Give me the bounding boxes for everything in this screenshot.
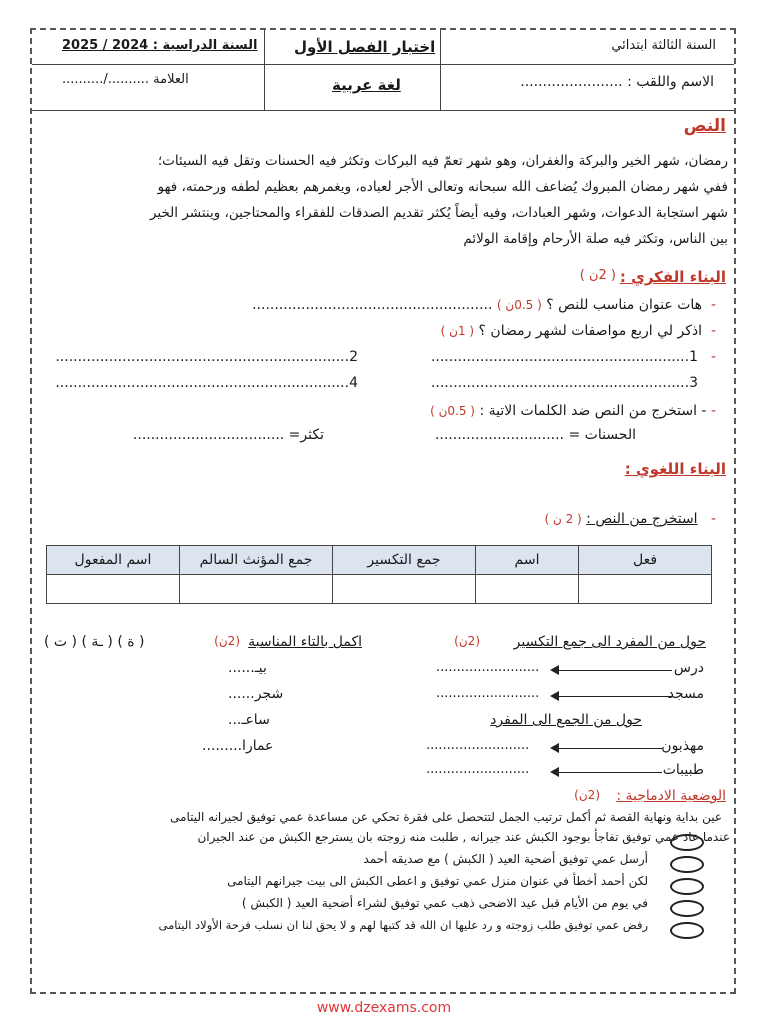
singular-title: حول من الجمع الى المفرد	[490, 712, 642, 728]
table-header-verb: فعل	[579, 546, 712, 575]
question-2-text: اذكر لي اربع مواصفات لشهر رمضان ؟	[478, 323, 703, 339]
ta-word-3[interactable]: ساعـ...	[228, 712, 270, 728]
sentence-1: عندما عاد عمي توفيق تفاجأ بوجود الكبش عند جيرانه , طلبت منه زوجته بان يسترجع الكبش من عند الجيران	[197, 830, 730, 844]
text-line-1: رمضان، شهر الخير والبركة والغفران، وهو شهر تعمّ فيه البركات وتكثر فيه الحسنات وتقل فيه السيئات؛	[157, 153, 728, 169]
table-header-row	[47, 546, 712, 575]
exam-page	[30, 28, 736, 994]
integration-instruction: عين بداية ونهاية القصة ثم أكمل ترتيب الجمل لتتحصل على فقرة تحكي عن مساعدة عمي توفيق لجيرانه اليتامى	[170, 810, 722, 824]
plural-word-1: درس	[673, 660, 704, 676]
sentence-3: لكن أحمد أخطأ في عنوان منزل عمي توفيق و اعطى الكبش الى بيت جيرانهم اليتامى	[227, 874, 648, 888]
table-cell-feminine-plural[interactable]	[180, 575, 333, 604]
table-cell-verb[interactable]	[579, 575, 712, 604]
question-3-points: ( 0.5ن )	[430, 404, 475, 418]
sentence-2: أرسل عمي توفيق أضحية العيد ( الكبش ) مع صديقه أحمد	[363, 852, 648, 866]
integration-points: (2ن)	[574, 788, 600, 802]
order-oval-4[interactable]	[670, 900, 704, 917]
question-2: - اذكر لي اربع مواصفات لشهر رمضان ؟ ( 1ن )	[440, 323, 716, 339]
text-title: النص	[683, 116, 726, 136]
ta-word-2[interactable]: شجر......	[228, 686, 284, 702]
question-2-points: ( 1ن )	[440, 324, 475, 338]
table-cell-noun[interactable]	[476, 575, 579, 604]
order-oval-5[interactable]	[670, 922, 704, 939]
table-cell-passive-participle[interactable]	[47, 575, 180, 604]
extract-text: استخرج من النص :	[586, 511, 698, 527]
school-year: السنة الدراسية : 2024 / 2025	[62, 38, 258, 53]
plural-title: حول من المفرد الى جمع التكسير	[513, 634, 706, 650]
plural-points: (2ن)	[454, 634, 480, 648]
table-cell-broken-plural[interactable]	[333, 575, 476, 604]
answer-line-1: -	[710, 349, 716, 365]
ta-word-1[interactable]: بيـ......	[228, 660, 267, 676]
grade-field[interactable]: العلامة ........../..........	[62, 72, 189, 87]
question-1: - هات عنوان مناسب للنص ؟ ( 0.5ن ) ......................................................	[252, 297, 716, 313]
answer-item-2[interactable]: 2..................................................................	[55, 349, 358, 365]
question-1-answer-field[interactable]: ......................................................	[252, 297, 493, 313]
singular-answer-1[interactable]: .........................	[426, 738, 530, 753]
table-header-broken-plural: جمع التكسير	[333, 546, 476, 575]
plural-word-2: مسجد	[667, 686, 704, 702]
singular-word-1: مهذبون	[661, 738, 704, 754]
text-line-2: ففي شهر رمضان المبروك يُضاعف الله سبحانه وتعالى الأجر لعباده، ويغمرهم بعظيم لطفه ورحمته، فهو	[157, 179, 728, 195]
answer-item-3[interactable]: 3..........................................................	[430, 375, 698, 391]
singular-word-2: طبيبات	[662, 762, 704, 778]
arrow-icon	[552, 670, 672, 671]
name-field[interactable]: الاسم واللقب : .......................	[520, 74, 714, 90]
exam-title: اختبار الفصل الأول	[294, 38, 436, 56]
ta-options: ( ة ) ( ـة ) ( ت )	[44, 634, 145, 650]
antonym-field-2[interactable]: تكثر= ..................................	[132, 427, 324, 443]
answer-item-4[interactable]: 4..................................................................	[55, 375, 358, 391]
plural-answer-1[interactable]: .........................	[436, 660, 540, 675]
header-table	[32, 30, 734, 111]
singular-answer-2[interactable]: .........................	[426, 762, 530, 777]
arrow-icon	[552, 696, 672, 697]
question-3-text: استخرج من النص ضد الكلمات الاتية :	[479, 403, 697, 419]
footer-site[interactable]: www.dzexams.com	[316, 1000, 452, 1016]
question-3: - - استخرج من النص ضد الكلمات الاتية : ( 0.5ن )	[430, 403, 716, 419]
comprehension-points: ( 2ن )	[579, 268, 616, 283]
text-line-3: شهر استجابة الدعوات، وشهر العبادات، وفيه أيضاً يُكثر تقديم الصدقات للفقراء والمحتاجين، وينتشر الخير	[149, 205, 728, 221]
question-1-points: ( 0.5ن )	[496, 298, 542, 312]
table-header-feminine-plural: جمع المؤنث السالم	[180, 546, 333, 575]
language-title: البناء اللغوي :	[624, 460, 726, 478]
subject-title: لغة عربية	[332, 76, 401, 94]
table-answer-row	[47, 575, 712, 604]
answer-item-1[interactable]: 1..........................................................	[430, 349, 698, 365]
table-header-noun: اسم	[476, 546, 579, 575]
antonym-field-1[interactable]: الحسنات = .............................	[434, 427, 636, 443]
header-divider	[32, 64, 734, 65]
arrow-icon	[552, 748, 662, 749]
grade-label: السنة الثالثة ابتدائي	[611, 38, 716, 53]
order-oval-3[interactable]	[670, 878, 704, 895]
sentence-4: في يوم من الأيام قبل عيد الاضحى ذهب عمي توفيق لشراء أضحية العيد ( الكبش )	[241, 896, 648, 910]
text-line-4: بين الناس، وتكثر فيه صلة الأرحام وإقامة الولائم	[463, 231, 728, 247]
order-oval-2[interactable]	[670, 856, 704, 873]
ta-points: (2ن)	[214, 634, 240, 648]
table-header-passive-participle: اسم المفعول	[47, 546, 180, 575]
arrow-icon	[552, 772, 662, 773]
order-oval-1[interactable]	[670, 834, 704, 851]
plural-answer-2[interactable]: .........................	[436, 686, 540, 701]
ta-title: اكمل بالتاء المناسبة	[248, 634, 362, 650]
extract-points: ( 2 ن )	[544, 512, 582, 526]
sentence-5: رفض عمي توفيق طلب زوجته و رد عليها ان الله قد كتبها لهم و لا يحق لنا ان نسلب فرحة الأولاد اليتامى	[158, 918, 648, 932]
extract-instruction: - استخرج من النص : ( 2 ن )	[544, 511, 716, 527]
question-1-text: هات عنوان مناسب للنص ؟	[546, 297, 703, 313]
comprehension-title: البناء الفكري :	[619, 268, 726, 286]
extraction-table	[46, 545, 712, 604]
integration-title: الوضعية الادماجية :	[616, 788, 726, 804]
ta-word-4[interactable]: عمارا.........	[202, 738, 274, 754]
